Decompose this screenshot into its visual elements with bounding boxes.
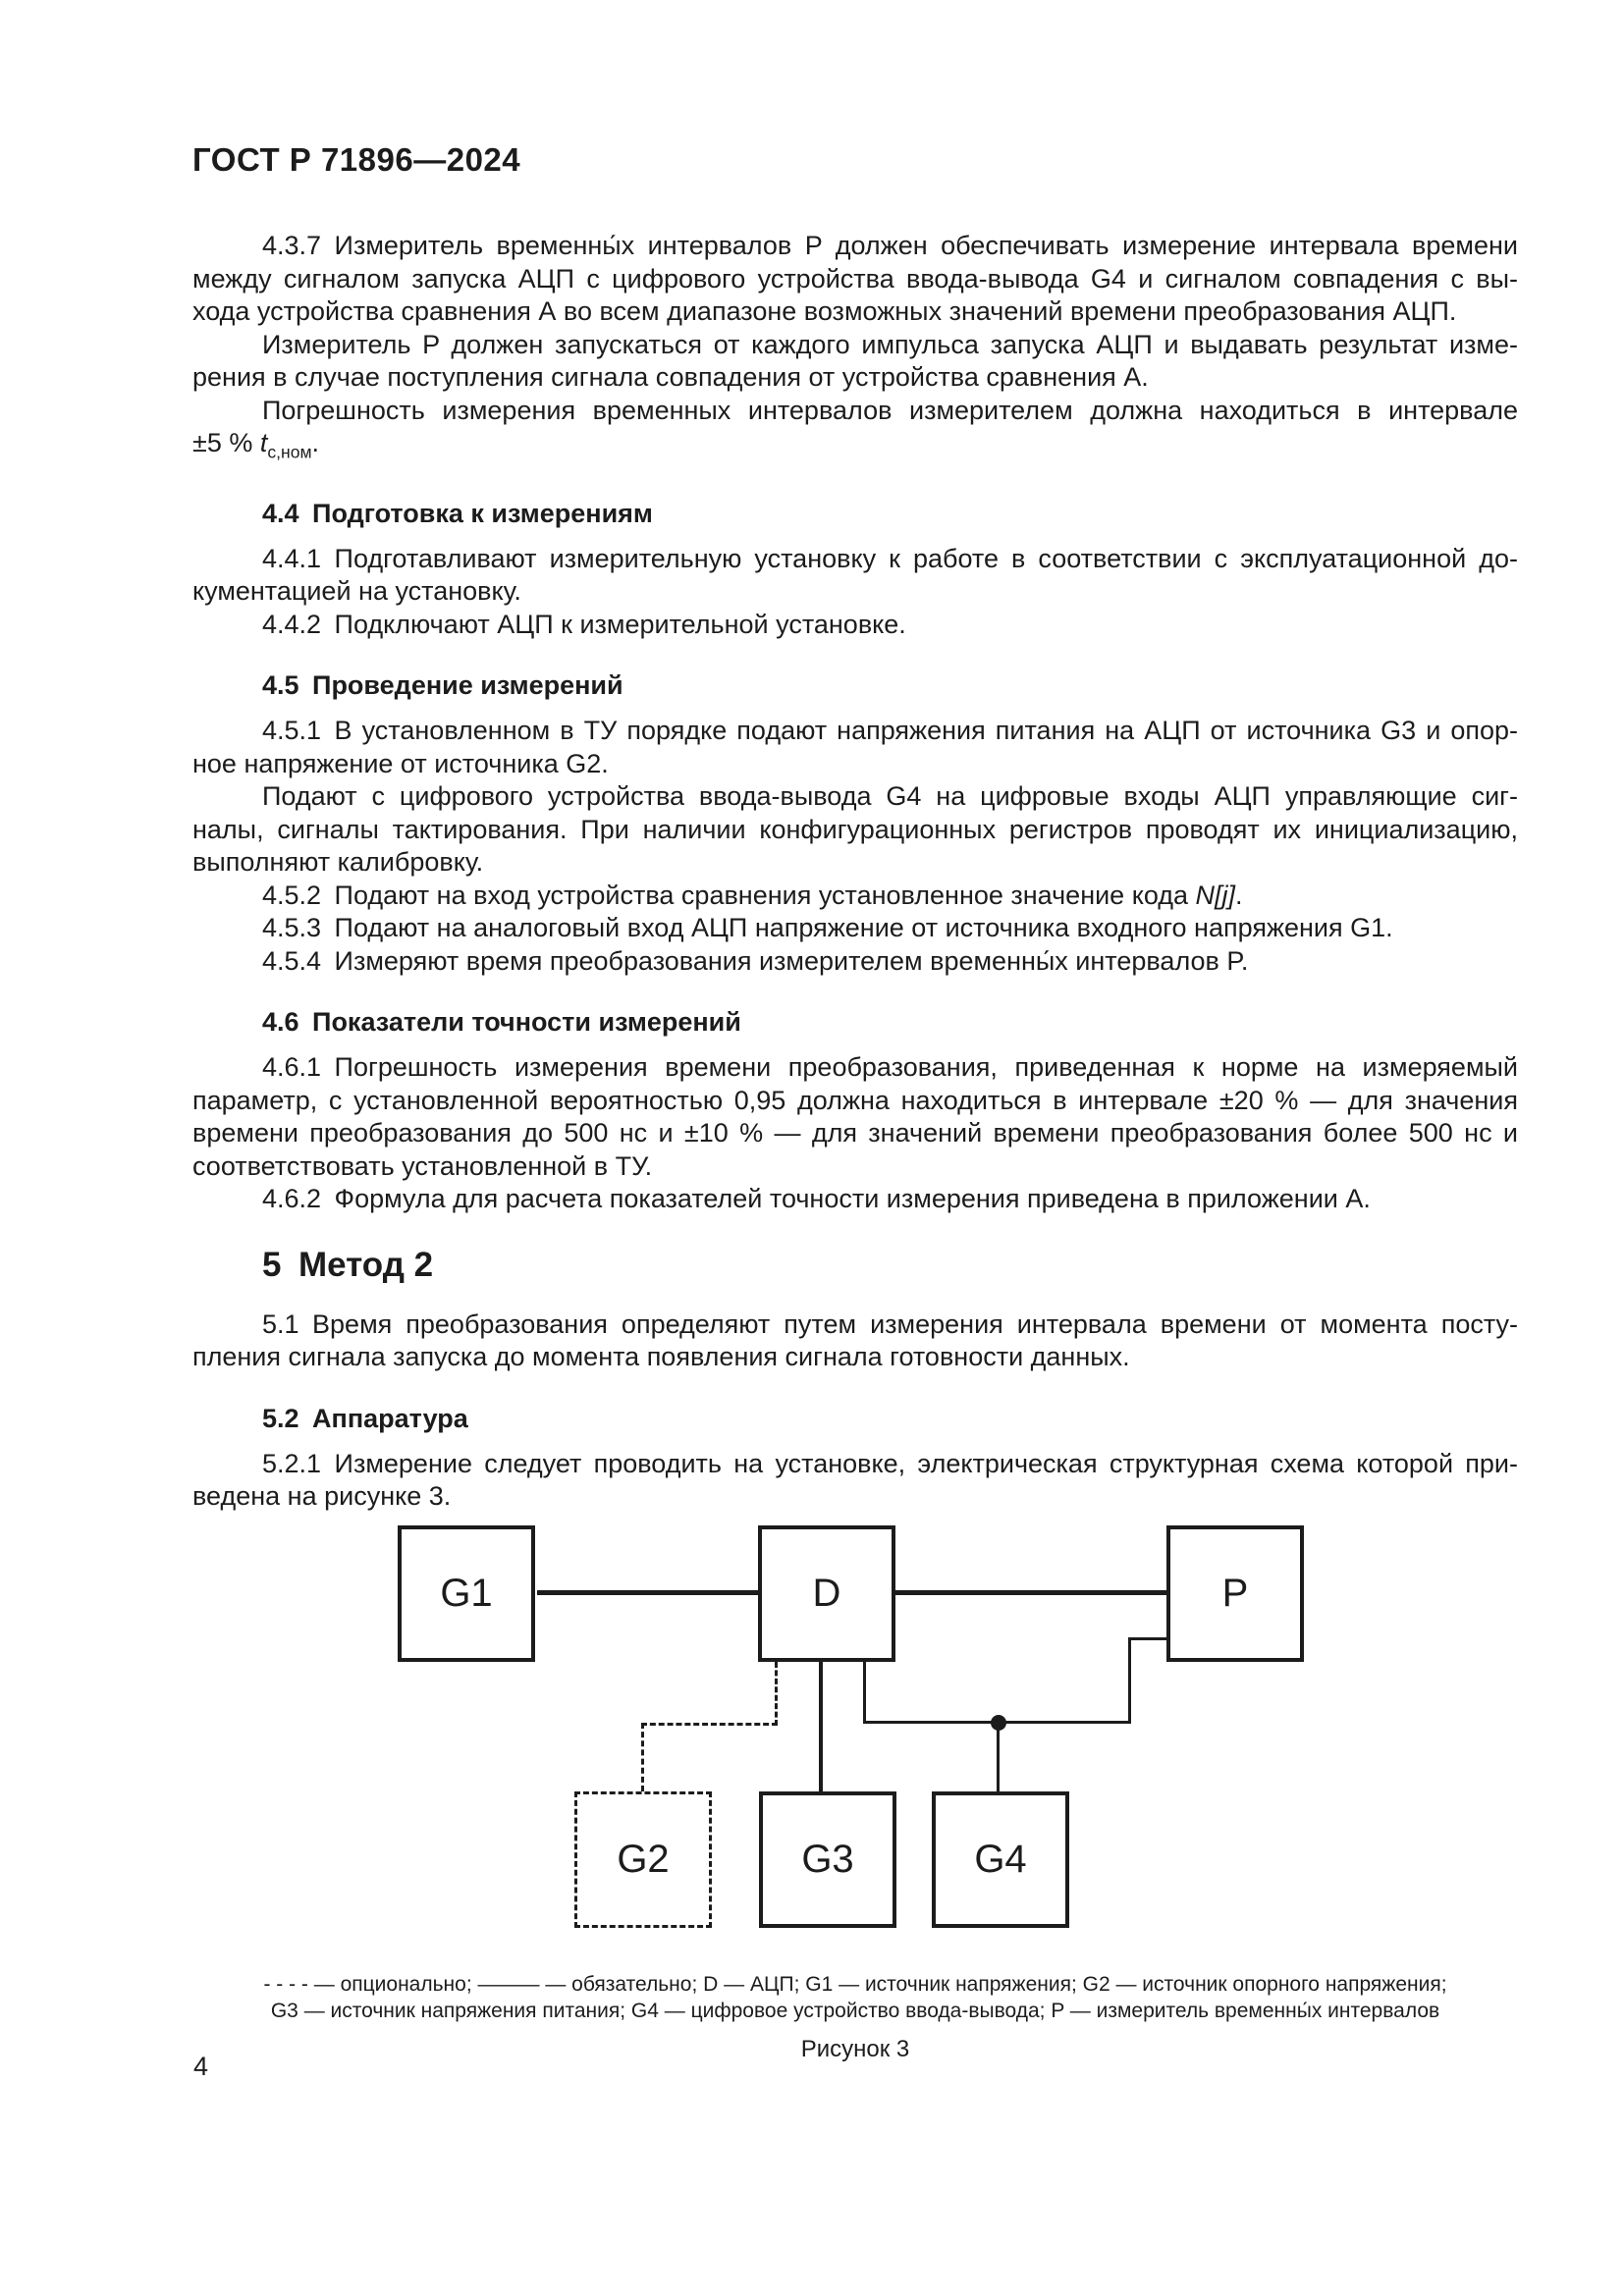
page-number: 4 — [193, 2052, 209, 2081]
text-line: соответствовать установленной в ТУ. — [192, 1150, 653, 1181]
paragraph-4-3-7-c — [192, 395, 1518, 469]
wire-junction-g4 — [997, 1723, 1000, 1791]
text-line: 4.4.1 Подготавливают измерительную установку к работе в соответствии с эксплуатационной до- — [262, 543, 1518, 573]
paragraph-4-3-7 — [192, 230, 1518, 329]
text-line: Погрешность измерения временных интервалов измерителем должна находиться в интервале — [262, 395, 1518, 425]
paragraph-4-6-1 — [192, 1051, 1518, 1183]
text-line: пления сигнала запуска до момента появления сигнала готовности данных. — [192, 1342, 1130, 1372]
text-line-formula — [192, 427, 1518, 469]
diagram-box-p — [1166, 1525, 1304, 1662]
text-line: 4.4.2 Подключают АЦП к измерительной установке. — [262, 609, 906, 639]
paragraph-4-4-1 — [192, 543, 1518, 609]
text-line: налы, сигналы тактирования. При наличии конфигурационных регистров проводят их инициализацию, — [192, 814, 1518, 844]
paragraph-4-4-2 — [192, 609, 1518, 642]
text-line: 4.6.2 Формула для расчета показателей точности измерения приведена в приложении А. — [262, 1184, 1371, 1214]
paragraph-4-5-2 — [192, 880, 1518, 913]
wire-d-junction-v — [863, 1662, 866, 1724]
formula-variable: t — [259, 428, 268, 457]
text-line: 4.5.1 В установленном в ТУ порядке подают напряжения питания на АЦП от источника G3 и опор- — [262, 716, 1518, 746]
heading-4-6: 4.6 Показатели точности измерений — [262, 1007, 741, 1038]
diagram-box-g4 — [932, 1791, 1069, 1928]
text-line: рения в случае поступления сигнала совпадения от устройства сравнения А. — [192, 362, 1149, 392]
text-line: ведена на рисунке 3. — [192, 1481, 452, 1512]
junction-dot — [991, 1715, 1006, 1731]
heading-4-5: 4.5 Проведение измерений — [262, 670, 623, 701]
text-line: 4.5.4 Измеряют время преобразования измерителем временны́х интервалов P. — [262, 945, 1249, 976]
wire-d-g2-dashed-h — [641, 1723, 778, 1726]
diagram-box-g1 — [398, 1525, 535, 1662]
wire-p-step-v — [1128, 1637, 1131, 1724]
formula-suffix: . — [311, 428, 320, 457]
wire-d-g3 — [819, 1662, 823, 1791]
text-suffix: . — [1235, 880, 1243, 910]
paragraph-5-2-1 — [192, 1448, 1518, 1514]
formula-subscript: с,ном — [267, 442, 312, 462]
text-line: 4.5.3 Подают на аналоговый вход АЦП напряжение от источника входного напряжения G1. — [262, 913, 1393, 943]
code-variable: N[j] — [1195, 880, 1236, 910]
text-line: параметр, с установленной вероятностью 0,95 должна находиться в интервале ±20 % — для значения — [192, 1085, 1518, 1115]
paragraph-4-5-3 — [192, 912, 1518, 945]
text-line: 5.1 Время преобразования определяют путем измерения интервала времени от момента посту- — [262, 1308, 1518, 1339]
figure-label: Рисунок 3 — [800, 2035, 910, 2062]
heading-5: 5 Метод 2 — [262, 1245, 434, 1284]
figure-caption-line: - - - - — опционально; ——— — обязательно; D — АЦП; G1 — источник напряжения; G2 — источник опорного напряжения; — [263, 1972, 1447, 1996]
text-line: 5.2.1 Измерение следует проводить на установке, электрическая структурная схема которой при- — [262, 1448, 1518, 1478]
paragraph-4-6-2 — [192, 1183, 1518, 1216]
text-prefix: 4.5.2 Подают на вход устройства сравнения установленное значение кода — [262, 880, 1196, 910]
text-line: времени преобразования до 500 нс и ±10 % — для значений времени преобразования более 500 нс и — [192, 1118, 1518, 1148]
text-line: между сигналом запуска АЦП с цифрового устройства ввода-вывода G4 и сигналом совпадения с вы- — [192, 263, 1518, 294]
doc-number: ГОСТ Р 71896—2024 — [192, 141, 521, 178]
box-label: G1 — [440, 1571, 493, 1615]
text-line: кументацией на установку. — [192, 576, 521, 607]
figure-caption-line: G3 — источник напряжения питания; G4 — цифровое устройство ввода-вывода; P — измеритель временны́х интервалов — [270, 1999, 1440, 2022]
text-line: выполняют калибровку. — [192, 847, 484, 878]
document-content — [192, 0, 1518, 2063]
text-line: хода устройства сравнения А во всем диапазоне возможных значений времени преобразования АЦП. — [192, 296, 1457, 326]
text-line: 4.6.1 Погрешность измерения времени преобразования, приведенная к норме на измеряемый — [262, 1052, 1518, 1083]
text-line: 4.3.7 Измеритель временны́х интервалов P должен обеспечивать измерение интервала времени — [262, 231, 1518, 260]
wire-d-p — [895, 1590, 1166, 1595]
paragraph-4-3-7-b — [192, 329, 1518, 395]
text-line-formula — [192, 880, 1518, 913]
text-line: ное напряжение от источника G2. — [192, 748, 609, 778]
paragraph-5-1 — [192, 1308, 1518, 1374]
paragraph-4-5-4 — [192, 945, 1518, 979]
figure-caption — [192, 1971, 1518, 2024]
box-label: P — [1221, 1571, 1249, 1615]
text-line: Измеритель P должен запускаться от каждого импульса запуска АЦП и выдавать результат изме- — [262, 329, 1518, 359]
box-label: G2 — [617, 1837, 670, 1881]
wire-g1-d — [537, 1590, 758, 1595]
wire-d-g2-dashed-v1 — [775, 1662, 778, 1726]
box-label: G4 — [974, 1837, 1027, 1881]
diagram-box-g3 — [759, 1791, 896, 1928]
heading-5-2: 5.2 Аппаратура — [262, 1403, 468, 1433]
heading-4-4: 4.4 Подготовка к измерениям — [262, 498, 653, 528]
box-label: D — [812, 1571, 841, 1615]
diagram-box-g2 — [574, 1791, 712, 1928]
diagram-box-d — [758, 1525, 895, 1662]
figure-3-diagram — [192, 1525, 1518, 1928]
wire-d-g2-dashed-v2 — [641, 1723, 644, 1791]
formula-prefix: ±5 % — [192, 428, 260, 457]
box-label: G3 — [801, 1837, 854, 1881]
wire-p-step-h — [1128, 1637, 1166, 1640]
text-line: Подают с цифрового устройства ввода-вывода G4 на цифровые входы АЦП управляющие сиг- — [262, 781, 1518, 812]
paragraph-4-5-1-b — [192, 780, 1518, 880]
paragraph-4-5-1 — [192, 715, 1518, 780]
